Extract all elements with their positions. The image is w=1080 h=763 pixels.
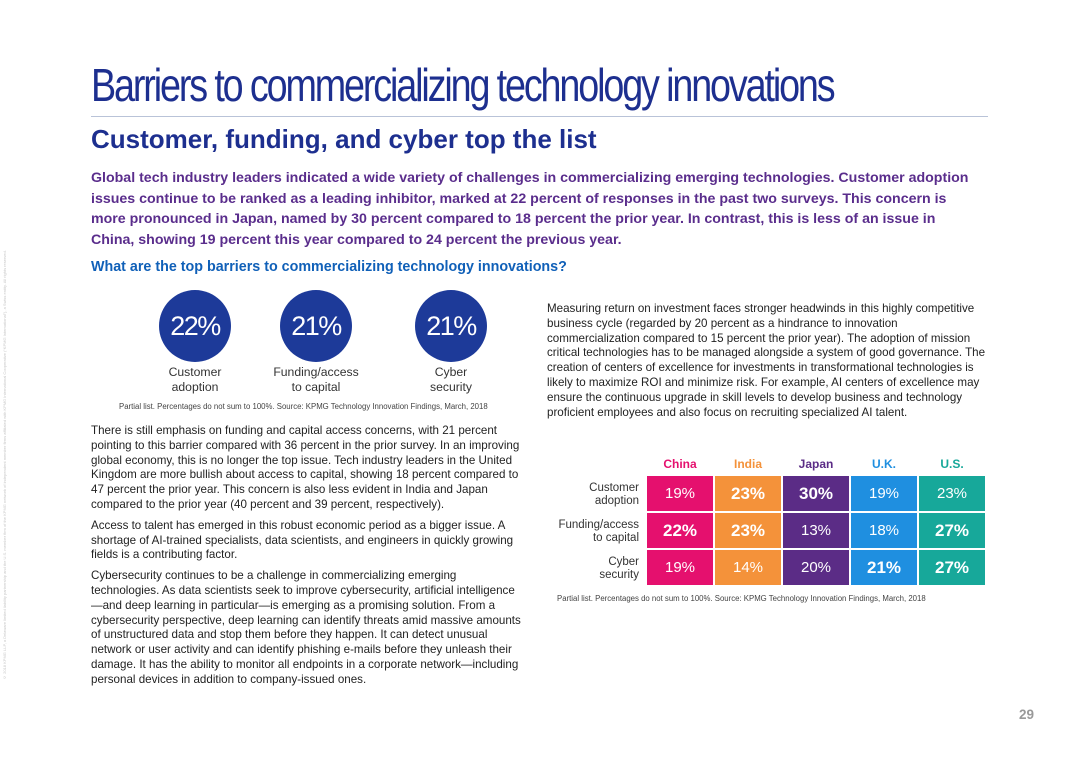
stat-label: Customer adoption (168, 365, 222, 394)
table-source-note: Partial list. Percentages do not sum to 100%. Source: KPMG Technology Innovation Findings, March, 2018 (557, 594, 926, 603)
table-cell: 30% (783, 476, 849, 513)
left-body-text (91, 424, 521, 694)
column-header-india: India (733, 457, 762, 471)
stat-customer-adoption (140, 290, 250, 394)
table-cell: 23% (715, 513, 781, 550)
right-body-text: Measuring return on investment faces stronger headwinds in this highly competitive business cycle (regarded by 20 percent as a hindrance to innovation commercialization compared to 15 percent the prior year). The adoption of mission critical technologies has to be managed alongside a system of good governance. The creation of centers of excellence for investments in transformational technologies is likely to maximize ROI and minimize risk. For example, AI centers of excellence may ensure the continuous upgrade in skill levels to develop business and technology proficient employees and also focus on recruiting specialized AI talent. (547, 302, 986, 419)
table-cell: 23% (919, 476, 985, 513)
table-row (542, 550, 985, 587)
table-row (542, 513, 985, 550)
barriers-by-country-table (540, 452, 987, 587)
title-divider (91, 116, 988, 117)
intro-paragraph: Global tech industry leaders indicated a wide variety of challenges in commercializing emerging technologies. Customer adoption issues continue to be ranked as a leading inhibitor, marked at 22 percent of responses in the past two surveys. This concern is more pronounced in Japan, named by 30 percent compared to 18 percent the prior year. In contrast, this is less of an issue in China, showing 19 percent this year compared to 24 percent the previous year. (91, 170, 969, 248)
page-number: 29 (1019, 707, 1035, 722)
row-label: Cyber security (599, 555, 639, 581)
stat-circle: 21% (280, 290, 352, 362)
page-title: Barriers to commercializing technology innovations (91, 59, 834, 111)
stat-circle: 21% (415, 290, 487, 362)
column-header-china: China (663, 457, 697, 471)
table-cell: 27% (919, 550, 985, 587)
table-cell: 19% (647, 476, 713, 513)
table-cell: 22% (647, 513, 713, 550)
paragraph: Access to talent has emerged in this robust economic period as a bigger issue. A shortage of AI-trained specialists, data scientists, and engineers in quickly growing fields is a contributing factor. (91, 518, 514, 562)
table-cell: 21% (851, 550, 917, 587)
stats-source-note: Partial list. Percentages do not sum to 100%. Source: KPMG Technology Innovation Findings, March, 2018 (119, 402, 488, 411)
stat-label: Cyber security (430, 365, 472, 394)
paragraph: Cybersecurity continues to be a challenge in commercializing emerging technologies. As data scientists seek to improve cybersecurity, artificial intelligence—and deep learning in particular—is emerging as a promising solution. From a cybersecurity perspective, deep learning can identify threats amid massive amounts of unstructured data and stop them before they happen. It can detect unusual network or user activity and can identify phishing e-mails before they unleash their damage. It has the ability to monitor all endpoints in a corporate network—including personal devices in addition to company-issued ones. (91, 569, 521, 686)
table-cell: 20% (783, 550, 849, 587)
column-header-uk: U.K. (872, 457, 896, 471)
stat-funding (261, 290, 371, 394)
page-subtitle: Customer, funding, and cyber top the list (91, 124, 597, 154)
table-cell: 14% (715, 550, 781, 587)
column-header-japan: Japan (798, 457, 834, 471)
table-cell: 19% (851, 476, 917, 513)
table-cell: 18% (851, 513, 917, 550)
section-question: What are the top barriers to commercializing technology innovations? (91, 259, 567, 275)
table-cell: 23% (715, 476, 781, 513)
paragraph: There is still emphasis on funding and capital access concerns, with 21 percent pointing to this barrier compared with 36 percent in the prior survey. In an improving global economy, this is no longer the top issue. Tech industry leaders in the United Kingdom are more bullish about access to capital, showing 18 percent compared to 47 percent the prior year. This concern is also less evident in India and Japan compared to the prior year (40 percent and 39 percent, respectively). (91, 424, 520, 511)
stat-label: Funding/access to capital (273, 365, 359, 394)
stat-circles (140, 290, 515, 400)
column-header-us: U.S. (940, 457, 964, 471)
stat-cyber-security (396, 290, 506, 394)
row-label: Funding/access to capital (558, 518, 639, 544)
row-label: Customer adoption (589, 481, 639, 507)
table-cell: 13% (783, 513, 849, 550)
copyright-sidebar: © 2018 KPMG LLP, a Delaware limited liability partnership and the U.S. member firm of the KPMG network of independent member firms affiliated with KPMG International Cooperative (“KPMG International”), a Swiss entity. All rights reserved. (2, 250, 7, 680)
row-label-header (542, 452, 645, 476)
stat-circle: 22% (159, 290, 231, 362)
table-cell: 27% (919, 513, 985, 550)
table-row (542, 476, 985, 513)
table-cell: 19% (647, 550, 713, 587)
